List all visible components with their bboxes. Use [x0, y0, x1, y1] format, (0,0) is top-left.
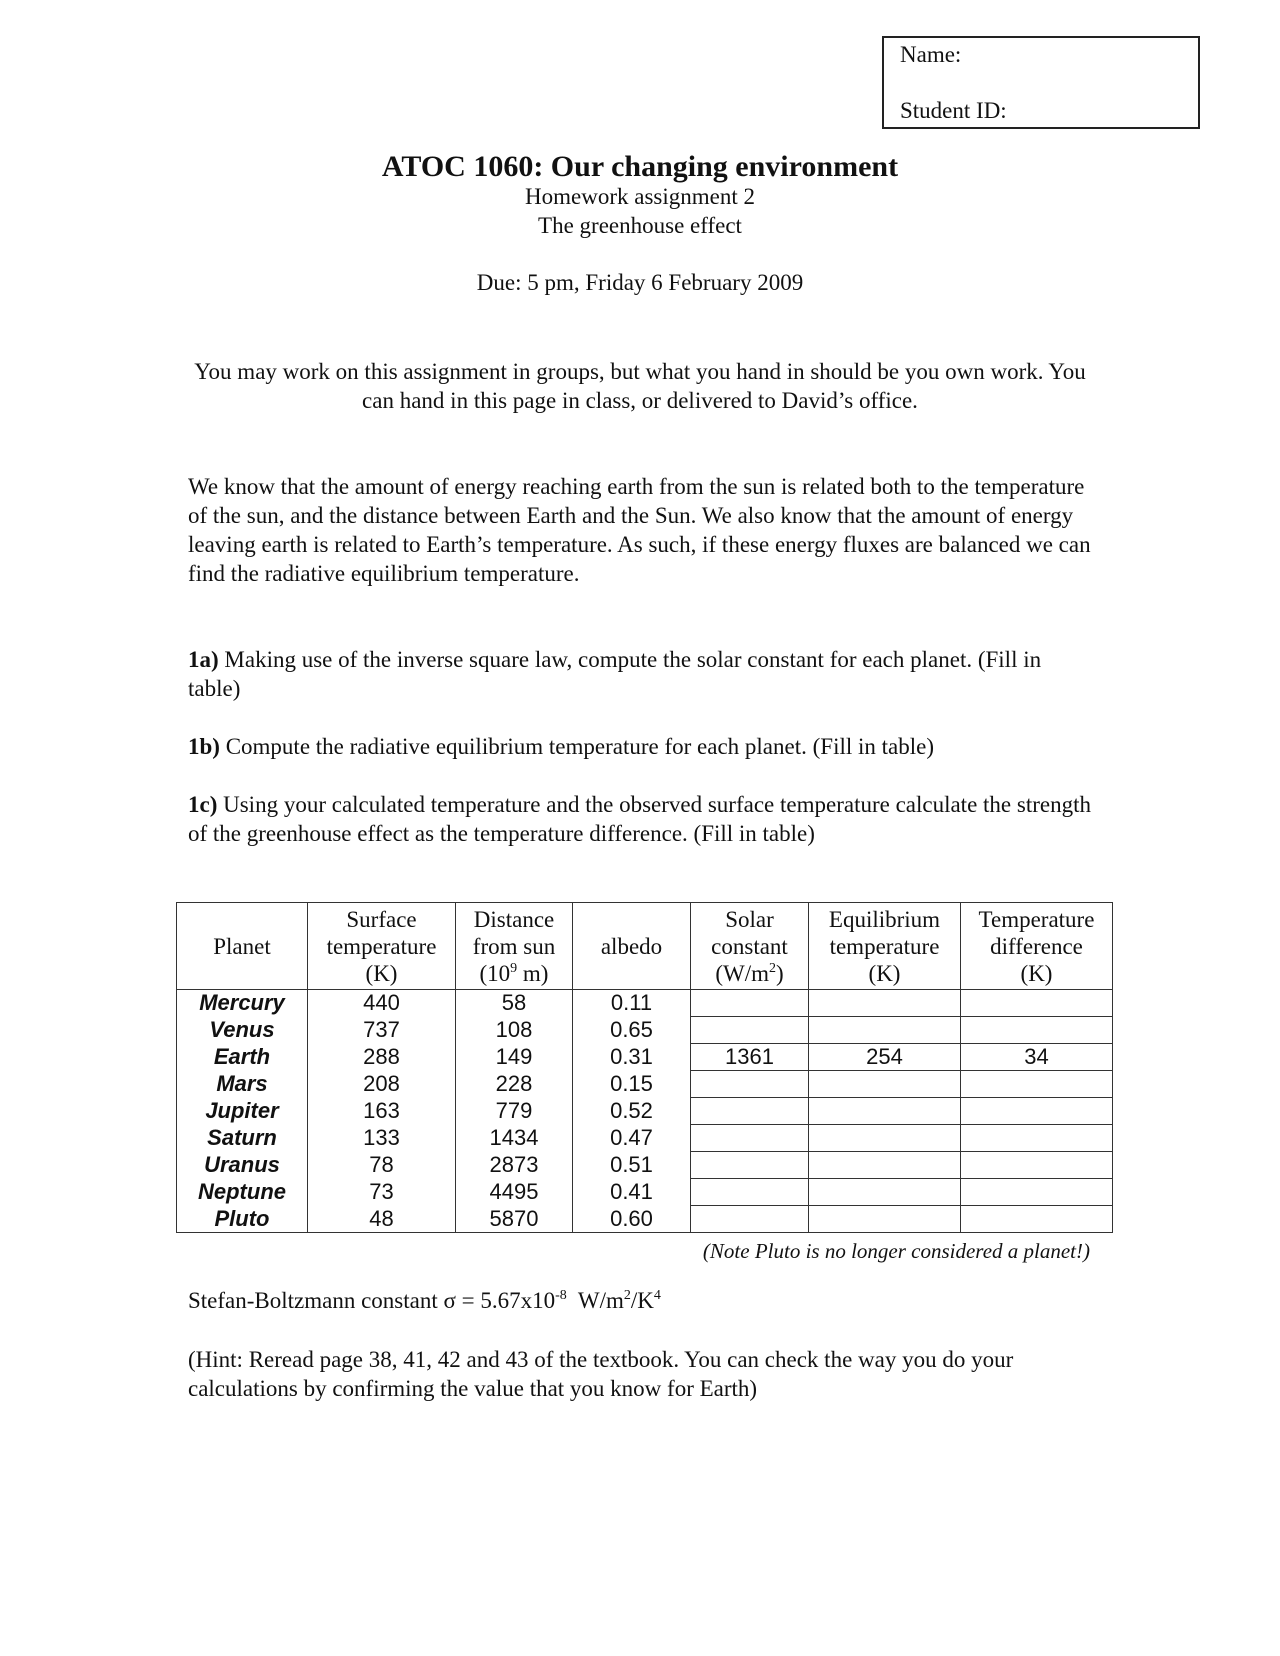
cell-albedo: 0.51: [573, 1152, 691, 1179]
cell-solar: [691, 990, 809, 1017]
cell-planet: Mercury: [177, 990, 308, 1017]
cell-distance: 1434: [456, 1125, 573, 1152]
cell-solar: [691, 1179, 809, 1206]
cell-solar: [691, 1071, 809, 1098]
cell-equilibrium: [809, 1098, 961, 1125]
cell-distance: 58: [456, 990, 573, 1017]
cell-difference: [961, 990, 1113, 1017]
table-header-row: [177, 903, 1113, 990]
cell-solar: [691, 1152, 809, 1179]
cell-surface: 737: [308, 1017, 456, 1044]
cell-solar: [691, 1017, 809, 1044]
planet-table: [176, 902, 1113, 1233]
header-surface-temperature: Surface temperature (K): [308, 903, 456, 990]
cell-planet: Jupiter: [177, 1098, 308, 1125]
header-solar-constant: Solar constant $(W/m^2)$: [691, 903, 809, 990]
cell-planet: Venus: [177, 1017, 308, 1044]
due-date: Due: 5 pm, Friday 6 February 2009: [476, 270, 804, 295]
cell-equilibrium: [809, 1206, 961, 1233]
cell-surface: 78: [308, 1152, 456, 1179]
question-1c: [188, 790, 1098, 848]
cell-planet: Neptune: [177, 1179, 308, 1206]
table-row: [177, 1125, 1113, 1152]
pluto-note: (Note Pluto is no longer considered a planet!): [702, 1239, 1090, 1263]
cell-equilibrium: 254: [809, 1044, 961, 1071]
cell-solar: [691, 1098, 809, 1125]
name-id-box: [882, 36, 1200, 129]
cell-albedo: 0.65: [573, 1017, 691, 1044]
table-row: [177, 1044, 1113, 1071]
question-1b-text: Compute the radiative equilibrium temperature for each planet. (Fill in table): [219, 734, 934, 759]
cell-difference: [961, 1152, 1113, 1179]
background-paragraph: We know that the amount of energy reaching earth from the sun is related both to the temperature of the sun, and the distance between Earth and the Sun. We also know that the amount of energy leaving earth is related to Earth’s temperature. As such, if these energy fluxes are balanced we can find the radiative equilibrium temperature.: [188, 474, 1091, 586]
cell-surface: 48: [308, 1206, 456, 1233]
cell-solar: [691, 1125, 809, 1152]
cell-distance: 4495: [456, 1179, 573, 1206]
cell-equilibrium: [809, 990, 961, 1017]
table-row: [177, 990, 1113, 1017]
question-1b: [188, 732, 1098, 761]
cell-albedo: 0.11: [573, 990, 691, 1017]
cell-planet: Earth: [177, 1044, 308, 1071]
table-row: [177, 1152, 1113, 1179]
cell-difference: [961, 1179, 1113, 1206]
header-planet: Planet: [177, 903, 308, 990]
subtitle-topic: The greenhouse effect: [538, 213, 742, 238]
cell-difference: [961, 1098, 1113, 1125]
cell-surface: 133: [308, 1125, 456, 1152]
cell-difference: [961, 1017, 1113, 1044]
cell-solar: 1361: [691, 1044, 809, 1071]
question-1a-text: Making use of the inverse square law, compute the solar constant for each planet. (Fill in table): [188, 647, 1042, 701]
cell-planet: Uranus: [177, 1152, 308, 1179]
cell-equilibrium: [809, 1179, 961, 1206]
cell-surface: 73: [308, 1179, 456, 1206]
cell-distance: 108: [456, 1017, 573, 1044]
cell-solar: [691, 1206, 809, 1233]
cell-distance: 5870: [456, 1206, 573, 1233]
cell-distance: 2873: [456, 1152, 573, 1179]
cell-equilibrium: [809, 1071, 961, 1098]
question-1a-label: 1a): [188, 647, 219, 672]
question-1b-label: 1b): [188, 734, 220, 759]
header-distance: Distance from sun ($10^9$ m): [456, 903, 573, 990]
cell-difference: [961, 1206, 1113, 1233]
cell-planet: Mars: [177, 1071, 308, 1098]
question-1a: [188, 645, 1098, 703]
cell-surface: 440: [308, 990, 456, 1017]
name-label: Name:: [900, 42, 962, 67]
question-1c-label: 1c): [188, 792, 218, 817]
table-row: [177, 1206, 1113, 1233]
question-1c-text: Using your calculated temperature and the observed surface temperature calculate the strength of the greenhouse effect as the temperature difference. (Fill in table): [188, 792, 1091, 846]
cell-albedo: 0.15: [573, 1071, 691, 1098]
header-albedo: albedo: [573, 903, 691, 990]
table-row: [177, 1071, 1113, 1098]
table-row: [177, 1017, 1113, 1044]
cell-equilibrium: [809, 1125, 961, 1152]
cell-equilibrium: [809, 1017, 961, 1044]
cell-surface: 208: [308, 1071, 456, 1098]
table-row: [177, 1098, 1113, 1125]
student-id-label: Student ID:: [900, 98, 1007, 123]
header-temperature-difference: Temperature difference (K): [961, 903, 1113, 990]
subtitle-assignment: Homework assignment 2: [525, 184, 755, 209]
cell-albedo: 0.31: [573, 1044, 691, 1071]
cell-difference: 34: [961, 1044, 1113, 1071]
cell-distance: 228: [456, 1071, 573, 1098]
cell-albedo: 0.41: [573, 1179, 691, 1206]
stefan-boltzmann-constant: Stefan-Boltzmann constant $\sigma = 5.67x10^{-8}$ $W/m^2/K^4$: [188, 1288, 661, 1313]
cell-surface: 288: [308, 1044, 456, 1071]
cell-albedo: 0.52: [573, 1098, 691, 1125]
cell-difference: [961, 1125, 1113, 1152]
header-equilibrium-temperature: Equilibrium temperature (K): [809, 903, 961, 990]
hint-text: (Hint: Reread page 38, 41, 42 and 43 of the textbook. You can check the way you do your calculations by confirming the value that you know for Earth): [188, 1347, 1014, 1401]
intro-text: You may work on this assignment in groups, but what you hand in should be you own work. You can hand in this page in class, or delivered to David’s office.: [194, 359, 1086, 413]
cell-distance: 779: [456, 1098, 573, 1125]
cell-planet: Pluto: [177, 1206, 308, 1233]
page-title: ATOC 1060: Our changing environment: [381, 150, 899, 183]
cell-surface: 163: [308, 1098, 456, 1125]
cell-planet: Saturn: [177, 1125, 308, 1152]
cell-albedo: 0.47: [573, 1125, 691, 1152]
table-row: [177, 1179, 1113, 1206]
cell-difference: [961, 1071, 1113, 1098]
cell-distance: 149: [456, 1044, 573, 1071]
cell-equilibrium: [809, 1152, 961, 1179]
cell-albedo: 0.60: [573, 1206, 691, 1233]
